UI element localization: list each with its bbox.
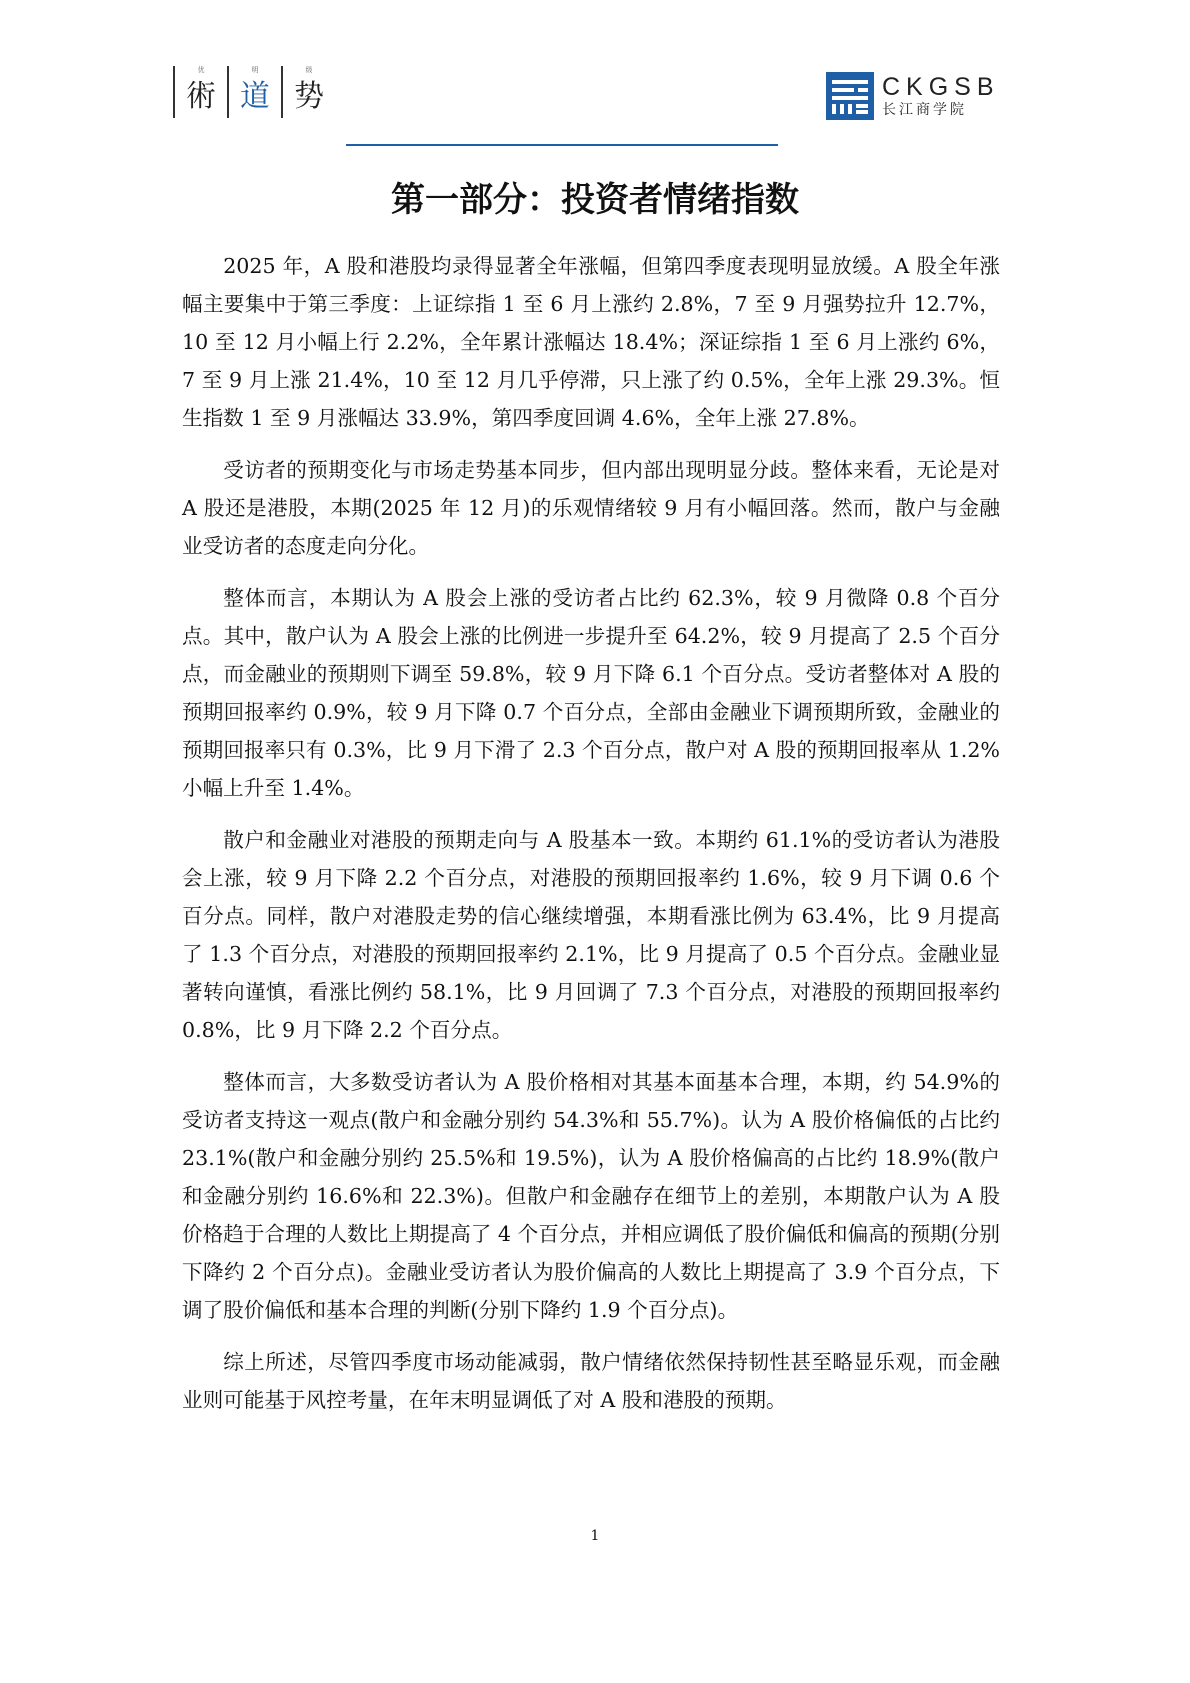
logo-cell-shi — [281, 66, 335, 118]
logo-cell-character: 術 — [186, 79, 216, 114]
logo-cell-small-label: 级 — [305, 66, 313, 74]
page-title: 第一部分：投资者情绪指数 — [391, 179, 799, 220]
logo-cell-shu — [173, 66, 227, 118]
ckgsb-emblem-icon — [826, 72, 874, 120]
ckgsb-chinese-name: 长江商学院 — [882, 102, 967, 118]
paragraph-sentiment-divergence: 受访者的预期变化与市场走势基本同步，但内部出现明显分歧。整体来看，无论是对 A 股还是港股，本期(2025 年 12 月)的乐观情绪较 9 月有小幅回落。然而，散户与金融业受访者的态度走向分化。 — [182, 458, 1000, 558]
paragraph-market-overview: 2025 年，A 股和港股均录得显著全年涨幅，但第四季度表现明显放缓。A 股全年涨幅主要集中于第三季度：上证综指 1 至 6 月上涨约 2.8%，7 至 9 月强势拉升 12.7%，10 至 12 月小幅上行 2.2%，全年累计涨幅达 18.4%；深证综指 1 至 6 月上涨约 6%，7 至 9 月上涨 21.4%，10 至 12 月几乎停滞，只上涨了约 0.5%，全年上涨 29.3%。恒生指数 1 至 9 月涨幅达 33.9%，第四季度回调 4.6%，全年上涨 27.8%。 — [182, 254, 1000, 430]
page-number: 1 — [590, 1528, 600, 1544]
logo-cell-small-label: 明 — [251, 66, 259, 74]
paragraph-summary: 综上所述，尽管四季度市场动能减弱，散户情绪依然保持韧性甚至略显乐观，而金融业则可能基于风控考量，在年末明显调低了对 A 股和港股的预期。 — [182, 1350, 1000, 1412]
ckgsb-wordmark — [882, 73, 1000, 119]
header-left-logo — [173, 66, 335, 118]
title-rule — [346, 144, 778, 146]
logo-cell-small-label: 优 — [197, 66, 205, 74]
header-right-logo — [826, 70, 1000, 122]
logo-cell-dao — [227, 66, 281, 118]
paragraph-a-share-expectations: 整体而言，本期认为 A 股会上涨的受访者占比约 62.3%，较 9 月微降 0.8 个百分点。其中，散户认为 A 股会上涨的比例进一步提升至 64.2%，较 9 月提高了 2.5 个百分点，而金融业的预期则下调至 59.8%，较 9 月下降 6.1 个百分点。受访者整体对 A 股的预期回报率约 0.9%，较 9 月下降 0.7 个百分点，全部由金融业下调预期所致，金融业的预期回报率只有 0.3%，比 9 月下滑了 2.3 个百分点，散户对 A 股的预期回报率从 1.2%小幅上升至 1.4%。 — [182, 586, 1000, 800]
logo-cell-character: 势 — [294, 79, 324, 114]
logo-cell-character: 道 — [240, 79, 270, 114]
paragraph-valuation-views: 整体而言，大多数受访者认为 A 股价格相对其基本面基本合理，本期，约 54.9%的受访者支持这一观点(散户和金融分别约 54.3%和 55.7%)。认为 A 股价格偏低的占比约 23.1%(散户和金融分别约 25.5%和 19.5%)，认为 A 股价格偏高的占比约 18.9%(散户和金融分别约 16.6%和 22.3%)。但散户和金融存在细节上的差别，本期散户认为 A 股价格趋于合理的人数比上期提高了 4 个百分点，并相应调低了股价偏低和偏高的预期(分别下降约 2 个百分点)。金融业受访者认为股价偏高的人数比上期提高了 3.9 个百分点，下调了股价偏低和基本合理的判断(分别下降约 1.9 个百分点)。 — [182, 1070, 1000, 1322]
paragraph-hk-share-expectations: 散户和金融业对港股的预期走向与 A 股基本一致。本期约 61.1%的受访者认为港股会上涨，较 9 月下降 2.2 个百分点，对港股的预期回报率约 1.6%，较 9 月下调 0.6 个百分点。同样，散户对港股走势的信心继续增强，本期看涨比例为 63.4%，比 9 月提高了 1.3 个百分点，对港股的预期回报率约 2.1%，比 9 月提高了 0.5 个百分点。金融业显著转向谨慎，看涨比例约 58.1%，比 9 月回调了 7.3 个百分点，对港股的预期回报率约 0.8%，比 9 月下降 2.2 个百分点。 — [182, 828, 1000, 1042]
ckgsb-english-name: CKGSB — [882, 73, 1000, 101]
document-body — [182, 247, 1000, 1433]
